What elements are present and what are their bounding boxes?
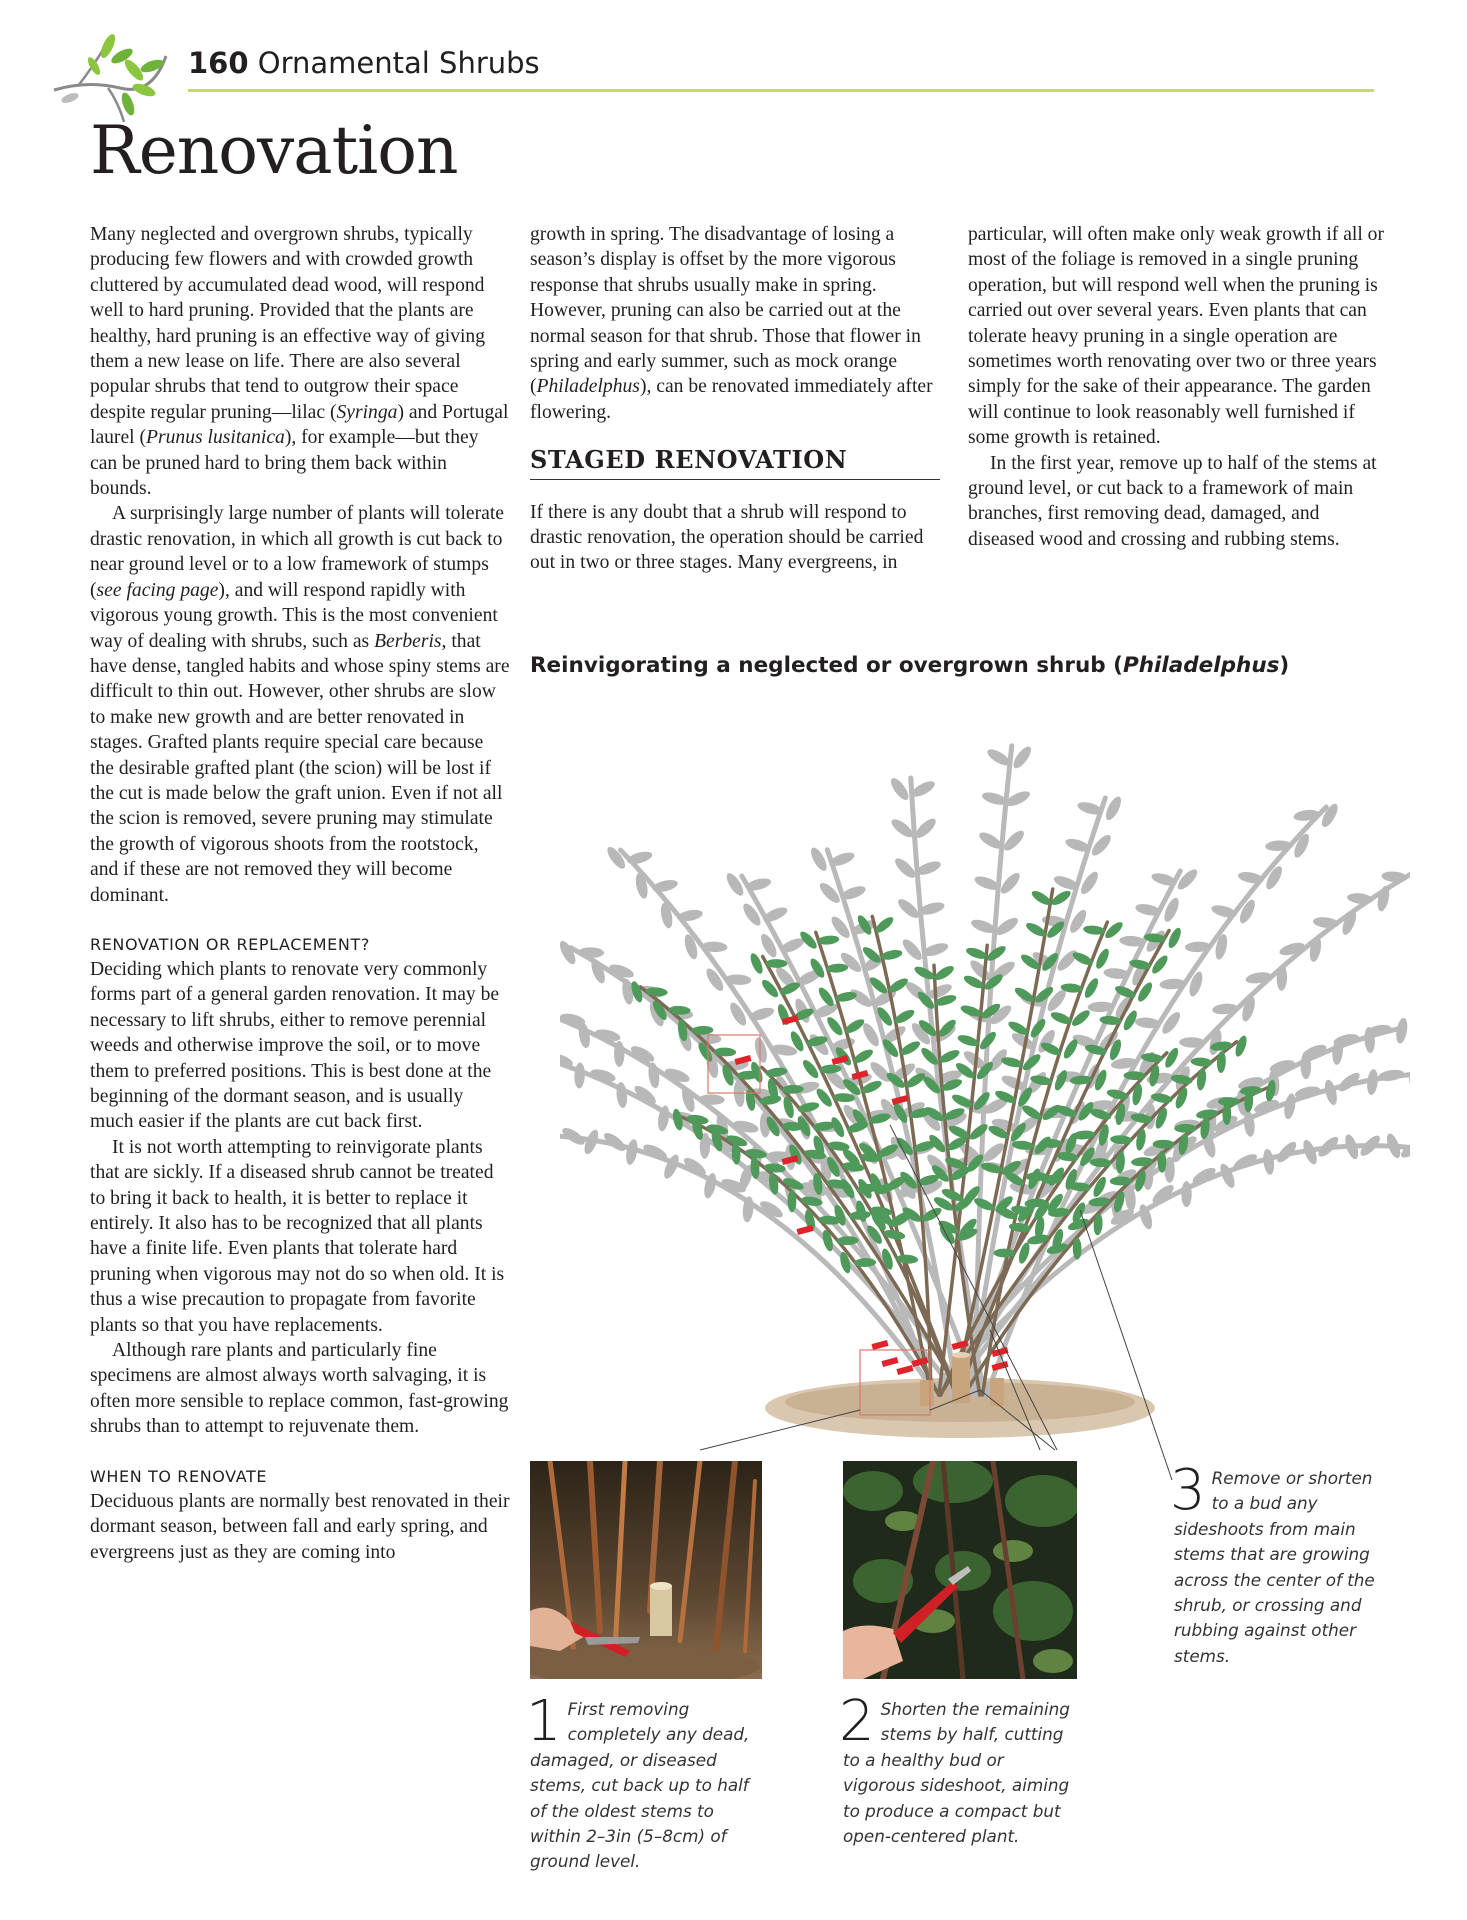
removed-growth-leaf	[888, 775, 912, 802]
subheading-renovation-or-replacement: RENOVATION OR REPLACEMENT?	[90, 934, 370, 954]
step-text: Remove or shorten to a bud any sideshoots from main stems that are growing across the center of the shrub, or crossing and rubbing against other stems.	[1174, 1468, 1375, 1666]
removed-growth-leaf	[1340, 909, 1359, 937]
running-head	[188, 46, 540, 80]
photo-shortening-stems	[843, 1461, 1077, 1679]
paragraph: If there is any doubt that a shrub will respond to drastic renovation, the operation should be carried out in two or three stages. Many evergreens, in	[530, 501, 924, 574]
photo-cutting-stems-at-ground	[530, 1461, 762, 1679]
removed-growth-leaf	[1240, 995, 1258, 1023]
retained-growth-leaf	[1153, 1106, 1169, 1130]
retained-growth-leaf	[1173, 1086, 1189, 1110]
removed-growth-leaf	[574, 1062, 586, 1088]
removed-growth-leaf	[1181, 1181, 1191, 1207]
paragraph: A surprisingly large number of plants will tolerate drastic renovation, in which all growth is cut back to near ground level or to a low framework of stumps (see facing page), and will respond rapidly with vigorous young growth. This is the most convenient way of dealing with shrubs, such as Berberis, that have dense, tangled habits and whose spiny stems are difficult to thin out. However, other shrubs are slow to make new growth and are better renovated in stages. Grafted plants require special care because the desirable grafted plant (the scion) will be lost if the cut is made below the graft union. Even if not all the scion is removed, severe pruning may stimulate the growth of vigorous shoots from the rootstock, and if these are not removed they will become dominant.	[90, 503, 510, 906]
step-number: 3	[1170, 1458, 1206, 1523]
retained-growth-leaf	[1218, 1097, 1240, 1106]
step-number: 2	[839, 1689, 875, 1754]
removed-growth-leaf	[1308, 935, 1323, 962]
removed-growth-leaf	[614, 1041, 625, 1067]
header-rule	[188, 89, 1374, 92]
paragraph: Deciding which plants to renovate very commonly forms part of a general garden renovation. It may be necessary to lift shrubs, either to remove perennial weeds and otherwise improve the soil, or to move them to preferred positions. This is best done at the beginning of the dormant season, and is usually much easier if the plants are cut back first.	[90, 958, 500, 1133]
cut-marker	[881, 1357, 898, 1367]
removed-growth-leaf	[1394, 1017, 1409, 1044]
removed-growth-leaf	[1278, 940, 1306, 957]
paragraph: growth in spring. The disadvantage of losing a season’s display is offset by the more vigorous response that shrubs usually make in spring. However, pruning can also be carried out at the normal season for that shrub. Those that flower in spring and early summer, such as mock orange (Philadelphus), can be renovated immediately after flowering.	[530, 224, 933, 423]
branch-logo-icon	[48, 28, 170, 124]
removed-growth-leaf	[703, 966, 726, 993]
paragraph: particular, will often make only weak growth if all or most of the foliage is removed in a single pruning operation, but will respond well when the pruning is carried out over several years. Even plants that can tolerate heavy pruning in a single operation are sometimes worth renovating over two or three years simply for the sake of their appearance. The garden will continue to look reasonably well furnished if some growth is retained.	[968, 224, 1384, 449]
paragraph: Deciduous plants are normally best renovated in their dormant season, between fall and early spring, and evergreens just as they are coming into	[90, 1490, 510, 1563]
page-number: 160	[188, 46, 249, 80]
removed-growth-leaf	[1237, 897, 1258, 925]
retained-growth-leaf	[1233, 1034, 1249, 1058]
text-column-2	[530, 222, 950, 576]
removed-growth-leaf	[1319, 801, 1341, 829]
removed-growth-leaf	[626, 849, 654, 866]
page-title: Renovation	[90, 112, 458, 189]
step-caption-2	[839, 1689, 1078, 1849]
step-text: First removing completely any dead, damaged, or diseased stems, cut back up to half of the oldest stems to within 2–3in (5–8cm) of ground level.	[530, 1699, 750, 1872]
paragraph: In the first year, remove up to half of the stems at ground level, or cut back to a framework of main branches, first removing dead, damaged, and diseased wood and crossing and rubbing stems.	[968, 452, 1377, 550]
retained-growth-leaf	[744, 1148, 767, 1160]
removed-growth-leaf	[1179, 1037, 1205, 1048]
text-column-1	[90, 222, 510, 1565]
removed-growth-leaf	[1283, 1093, 1298, 1120]
cut-marker	[796, 1225, 813, 1235]
cut-marker	[871, 1340, 888, 1350]
section-heading-staged-renovation: STAGED RENOVATION	[530, 447, 940, 479]
shrub-illustration	[560, 690, 1410, 1480]
text-column-3	[968, 222, 1388, 552]
retained-growth-leaf	[1196, 1068, 1208, 1091]
removed-growth-leaf	[1263, 864, 1285, 892]
subheading-when-to-renovate: WHEN TO RENOVATE	[90, 1466, 268, 1486]
retained-growth-leaf	[1150, 1092, 1173, 1105]
retained-growth-leaf	[873, 915, 896, 936]
cut-marker	[896, 1365, 913, 1375]
step-caption-1	[526, 1689, 750, 1875]
removed-growth-leaf	[1381, 871, 1408, 884]
removed-growth-leaf	[913, 816, 939, 841]
step-number: 1	[526, 1689, 562, 1754]
removed-growth-leaf	[680, 1086, 698, 1114]
retained-growth-leaf	[1216, 1051, 1226, 1073]
figure-title: Reinvigorating a neglected or overgrown shrub (Philadelphus)	[530, 653, 1290, 678]
removed-growth-leaf	[1366, 1069, 1379, 1096]
step-text: Shorten the remaining stems by half, cutting to a healthy bud or vigorous sideshoot, aiming to produce a compact but open-centered plant.	[843, 1699, 1070, 1847]
paragraph: Although rare plants and particularly fine specimens are almost always worth salvaging, it is often more sensible to replace common, fast-growing shrubs than to attempt to rejuvenate them.	[90, 1340, 509, 1438]
section-name: Ornamental Shrubs	[257, 46, 540, 80]
removed-growth-leaf	[1262, 1148, 1276, 1175]
removed-growth-leaf	[1347, 892, 1374, 905]
paragraph: Many neglected and overgrown shrubs, typically producing few flowers and with crowded growth cluttered by accumulated dead wood, will respond well to hard pruning. Provided that the plants are healthy, hard pruning is an effective way of giving them a new lease on life. There are also several popular shrubs that tend to outgrow their space despite regular pruning—lilac (Syringa) and Portugal laurel (Prunus lusitanica), for example—but they can be pruned hard to bring them back within bounds.	[90, 224, 509, 500]
removed-growth-leaf	[624, 1138, 639, 1165]
step-caption-3	[1170, 1458, 1379, 1669]
paragraph: It is not worth attempting to reinvigorate plants that are sickly. If a diseased shrub cannot be treated to bring it back to health, it is better to replace it entirely. It also has to be recognized that all plants have a finite life. Even plants that tolerate hard pruning when vigorous may not do so when old. It is thus a wise precaution to propagate from favorite plants so that you have replacements.	[90, 1136, 505, 1336]
retained-growth-leaf	[1163, 1046, 1181, 1070]
removed-growth-leaf	[732, 1119, 760, 1135]
